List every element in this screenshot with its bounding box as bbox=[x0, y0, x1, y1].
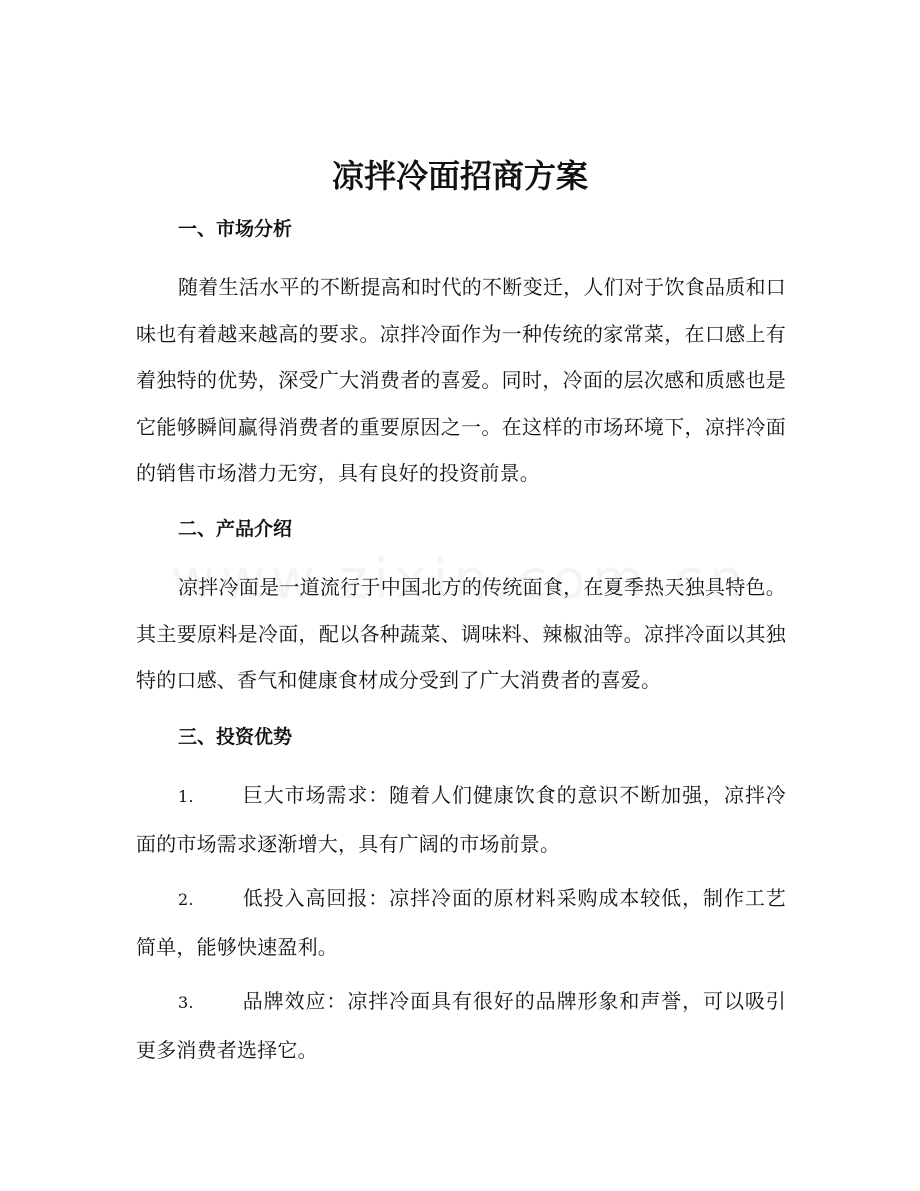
list-item-text: 巨大市场需求：随着人们健康饮食的意识不断加强，凉拌冷面的市场需求逐渐增大，具有广阔的市场前景。 bbox=[136, 783, 786, 856]
product-intro-paragraph: 凉拌冷面是一道流行于中国北方的传统面食，在夏季热天独具特色。其主要原料是冷面，配以各种蔬菜、调味料、辣椒油等。凉拌冷面以其独特的口感、香气和健康食材成分受到了广大消费者的喜爱。 bbox=[136, 575, 786, 692]
document-title: 凉拌冷面招商方案 bbox=[331, 157, 588, 195]
list-item-text: 品牌效应：凉拌冷面具有很好的品牌形象和声誉，可以吸引更多消费者选择它。 bbox=[136, 989, 786, 1062]
section-heading-market-analysis: 一、市场分析 bbox=[178, 218, 293, 240]
list-item-number: 1. bbox=[178, 787, 194, 806]
list-item-text: 低投入高回报：凉拌冷面的原材料采购成本较低，制作工艺简单，能够快速盈利。 bbox=[136, 886, 786, 959]
list-item bbox=[136, 875, 786, 970]
section-heading-investment-advantages: 三、投资优势 bbox=[178, 726, 293, 748]
section-heading-product-intro: 二、产品介绍 bbox=[178, 518, 293, 540]
list-item-number: 3. bbox=[178, 993, 194, 1012]
list-item-number: 2. bbox=[178, 890, 194, 909]
list-item bbox=[136, 978, 786, 1073]
list-item bbox=[136, 772, 786, 867]
market-analysis-paragraph: 随着生活水平的不断提高和时代的不断变迁，人们对于饮食品质和口味也有着越来越高的要求。凉拌冷面作为一种传统的家常菜，在口感上有着独特的优势，深受广大消费者的喜爱。同时，冷面的层次感和质感也是它能够瞬间赢得消费者的重要原因之一。在这样的市场环境下，凉拌冷面的销售市场潜力无穷，具有良好的投资前景。 bbox=[136, 275, 786, 485]
